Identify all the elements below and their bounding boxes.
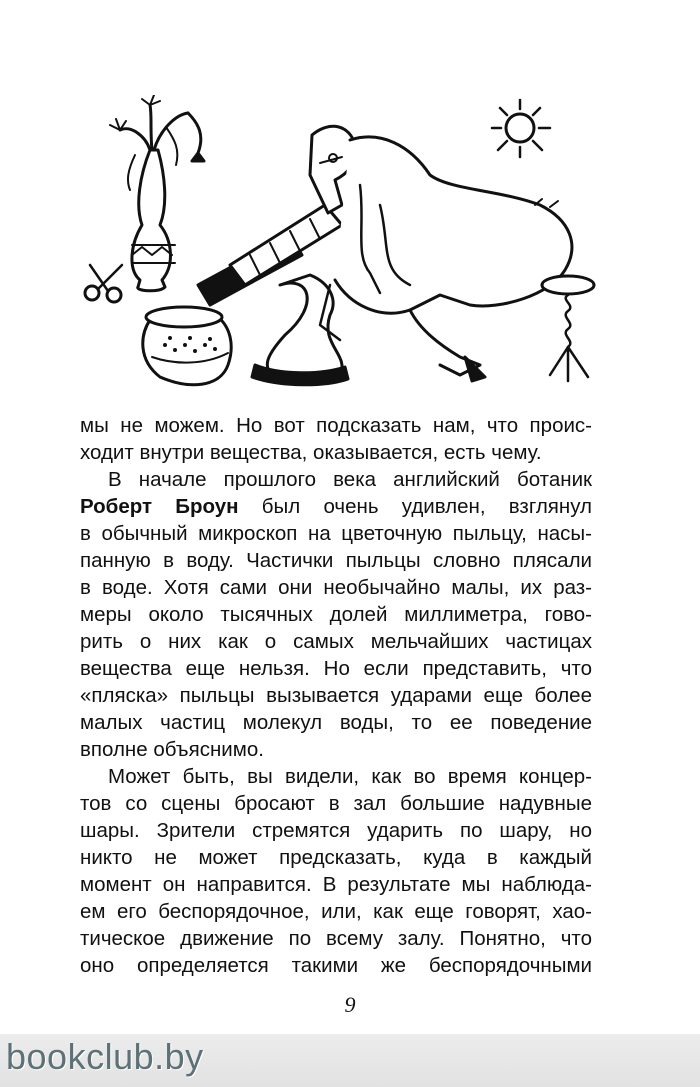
text-line: Может быть, вы видели, как во время концер-: [108, 765, 592, 788]
text-line: малых частиц молекул воды, то ее поведение: [80, 711, 592, 734]
text-line: тическое движение по всему залу. Понятно, что: [80, 927, 592, 950]
text-line: «пляска» пыльцы вызывается ударами еще более: [80, 684, 592, 707]
text-line: вещества еще нельзя. Но если представить, что: [80, 657, 592, 680]
body-text: [80, 412, 592, 979]
text-line: тов со сцены бросают в зал большие надувные: [80, 792, 592, 815]
text-line: панную в воду. Частички пыльцы словно плясали: [80, 549, 592, 572]
cartoon-illustration: [80, 95, 620, 395]
scientist-figure: [310, 126, 572, 381]
watermark-text: bookclub.by: [6, 1036, 204, 1077]
text-line: момент он направится. В результате мы наблюда-: [80, 873, 592, 896]
text-line: никто не может предсказать, куда в каждый: [80, 846, 592, 869]
text-line: [80, 493, 592, 520]
sun-icon: [492, 100, 550, 157]
text-line: меры около тысячных долей миллиметра, гово-: [80, 603, 592, 626]
text-line: рить о них как о самых мельчайших частицах: [80, 630, 592, 653]
scissors-icon: [85, 265, 122, 302]
vase-with-flowers-icon: [110, 95, 204, 291]
text-line: мы не можем. Но вот подсказать нам, что проис-: [80, 414, 592, 437]
text-line: шары. Зрители стремятся ударить по шару, но: [80, 819, 592, 842]
text-line: вполне объяснимо.: [80, 738, 264, 761]
text-line-rest: был очень удивлен, взглянул: [238, 495, 592, 518]
text-line: В начале прошлого века английский ботаник: [108, 468, 592, 491]
text-line: ходит внутри вещества, оказывается, есть чему.: [80, 441, 542, 464]
pollen-pot-icon: [143, 307, 231, 385]
text-line: ем его беспорядочное, или, как еще говорят, хао-: [80, 900, 592, 923]
page-number: 9: [344, 992, 356, 1017]
text-line: оно определяется такими же беспорядочными: [80, 954, 592, 977]
text-line: в обычный микроскоп на цветочную пыльцу, насы-: [80, 522, 592, 545]
text-line: в воде. Хотя сами они необычайно малы, их раз-: [80, 576, 592, 599]
author-name: Роберт Броун: [80, 495, 239, 518]
stool-icon: [542, 276, 594, 381]
